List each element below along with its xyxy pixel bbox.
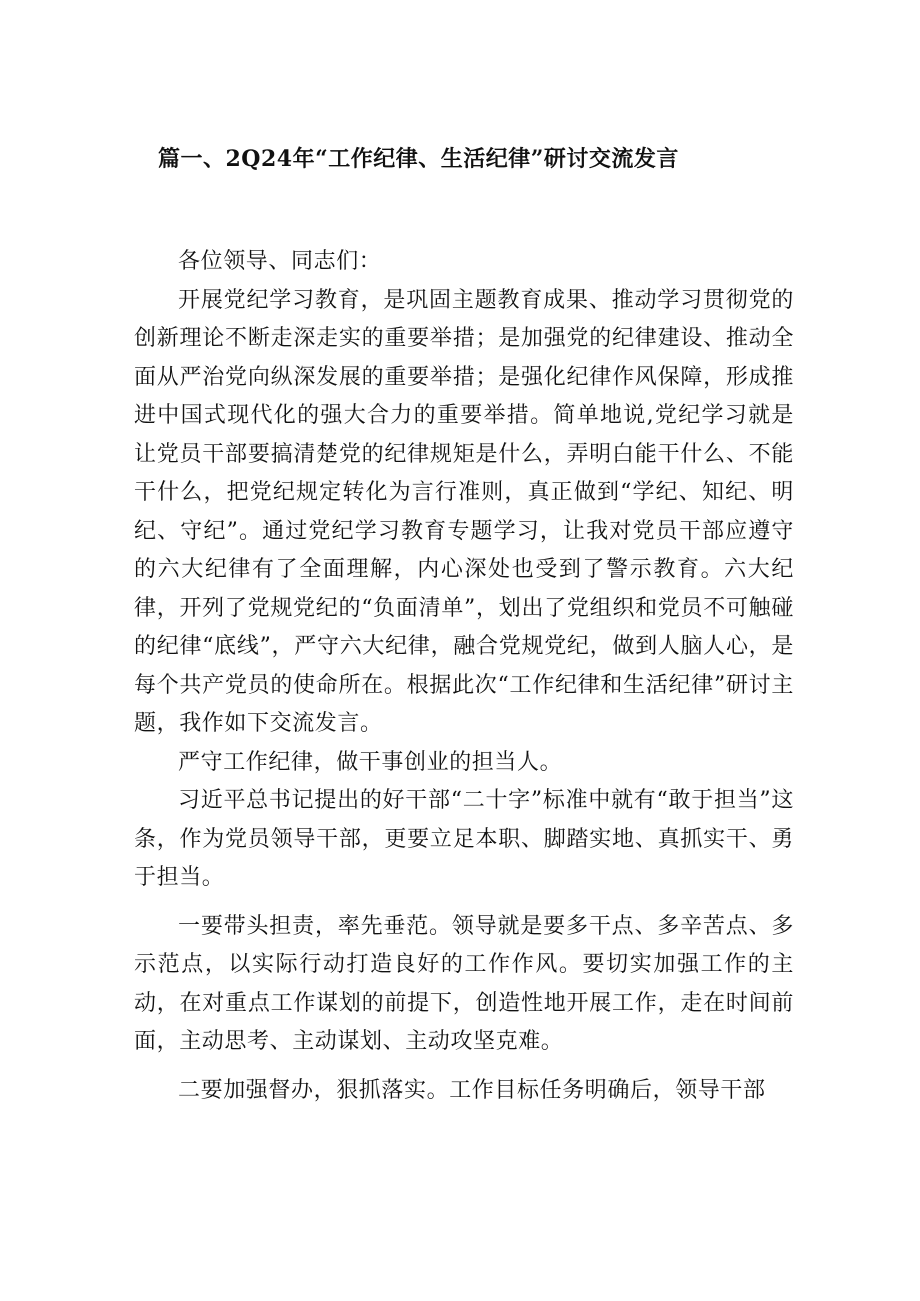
document-body (134, 243, 794, 1110)
body-paragraph-intro: 开展党纪学习教育，是巩固主题教育成果、推动学习贯彻党的创新理论不断走深走实的重要举措；是加强党的纪律建设、推动全面从严治党向纵深发展的重要举措；是强化纪律作风保障，形成推进中国式现代化的强大合力的重要举措。简单地说,党纪学习就是让党员干部要搞清楚党的纪律规矩是什么，弄明白能干什么、不能干什么，把党纪规定转化为言行准则，真正做到“学纪、知纪、明纪、守纪”。通过党纪学习教育专题学习，让我对党员干部应遵守的六大纪律有了全面理解，内心深处也受到了警示教育。六大纪律，开列了党规党纪的“负面清单”，划出了党组织和党员不可触碰的纪律“底线”，严守六大纪律，融合党规党纪，做到人脑人心，是每个共产党员的使命所在。根据此次“工作纪律和生活纪律”研讨主题，我作如下交流发言。 (134, 287, 794, 736)
paragraph-gap (134, 1062, 794, 1072)
paragraph-gap (134, 898, 794, 908)
document-title: 篇一、2Q24年“工作纪律、生活纪律”研讨交流发言 (158, 146, 679, 172)
body-paragraph-point-two: 二要加强督办，狠抓落实。工作目标任务明确后，领导干部 (178, 1077, 766, 1103)
section-heading-work-discipline: 严守工作纪律，做干事创业的担当人。 (178, 749, 563, 775)
salutation-paragraph: 各位领导、同志们： (178, 249, 382, 274)
body-paragraph-standard: 习近平总书记提出的好干部“二十字”标准中就有“敢于担当”这条，作为党员领导干部，更要立足本职、脚踏实地、真抓实干、勇于担当。 (134, 788, 794, 890)
body-paragraph-point-one: 一要带头担责，率先垂范。领导就是要多干点、多辛苦点、多示范点，以实际行动打造良好的工作作风。要切实加强工作的主动，在对重点工作谋划的前提下，创造性地开展工作，走在时间前面，主动思考、主动谋划、主动攻坚克难。 (134, 913, 794, 1054)
